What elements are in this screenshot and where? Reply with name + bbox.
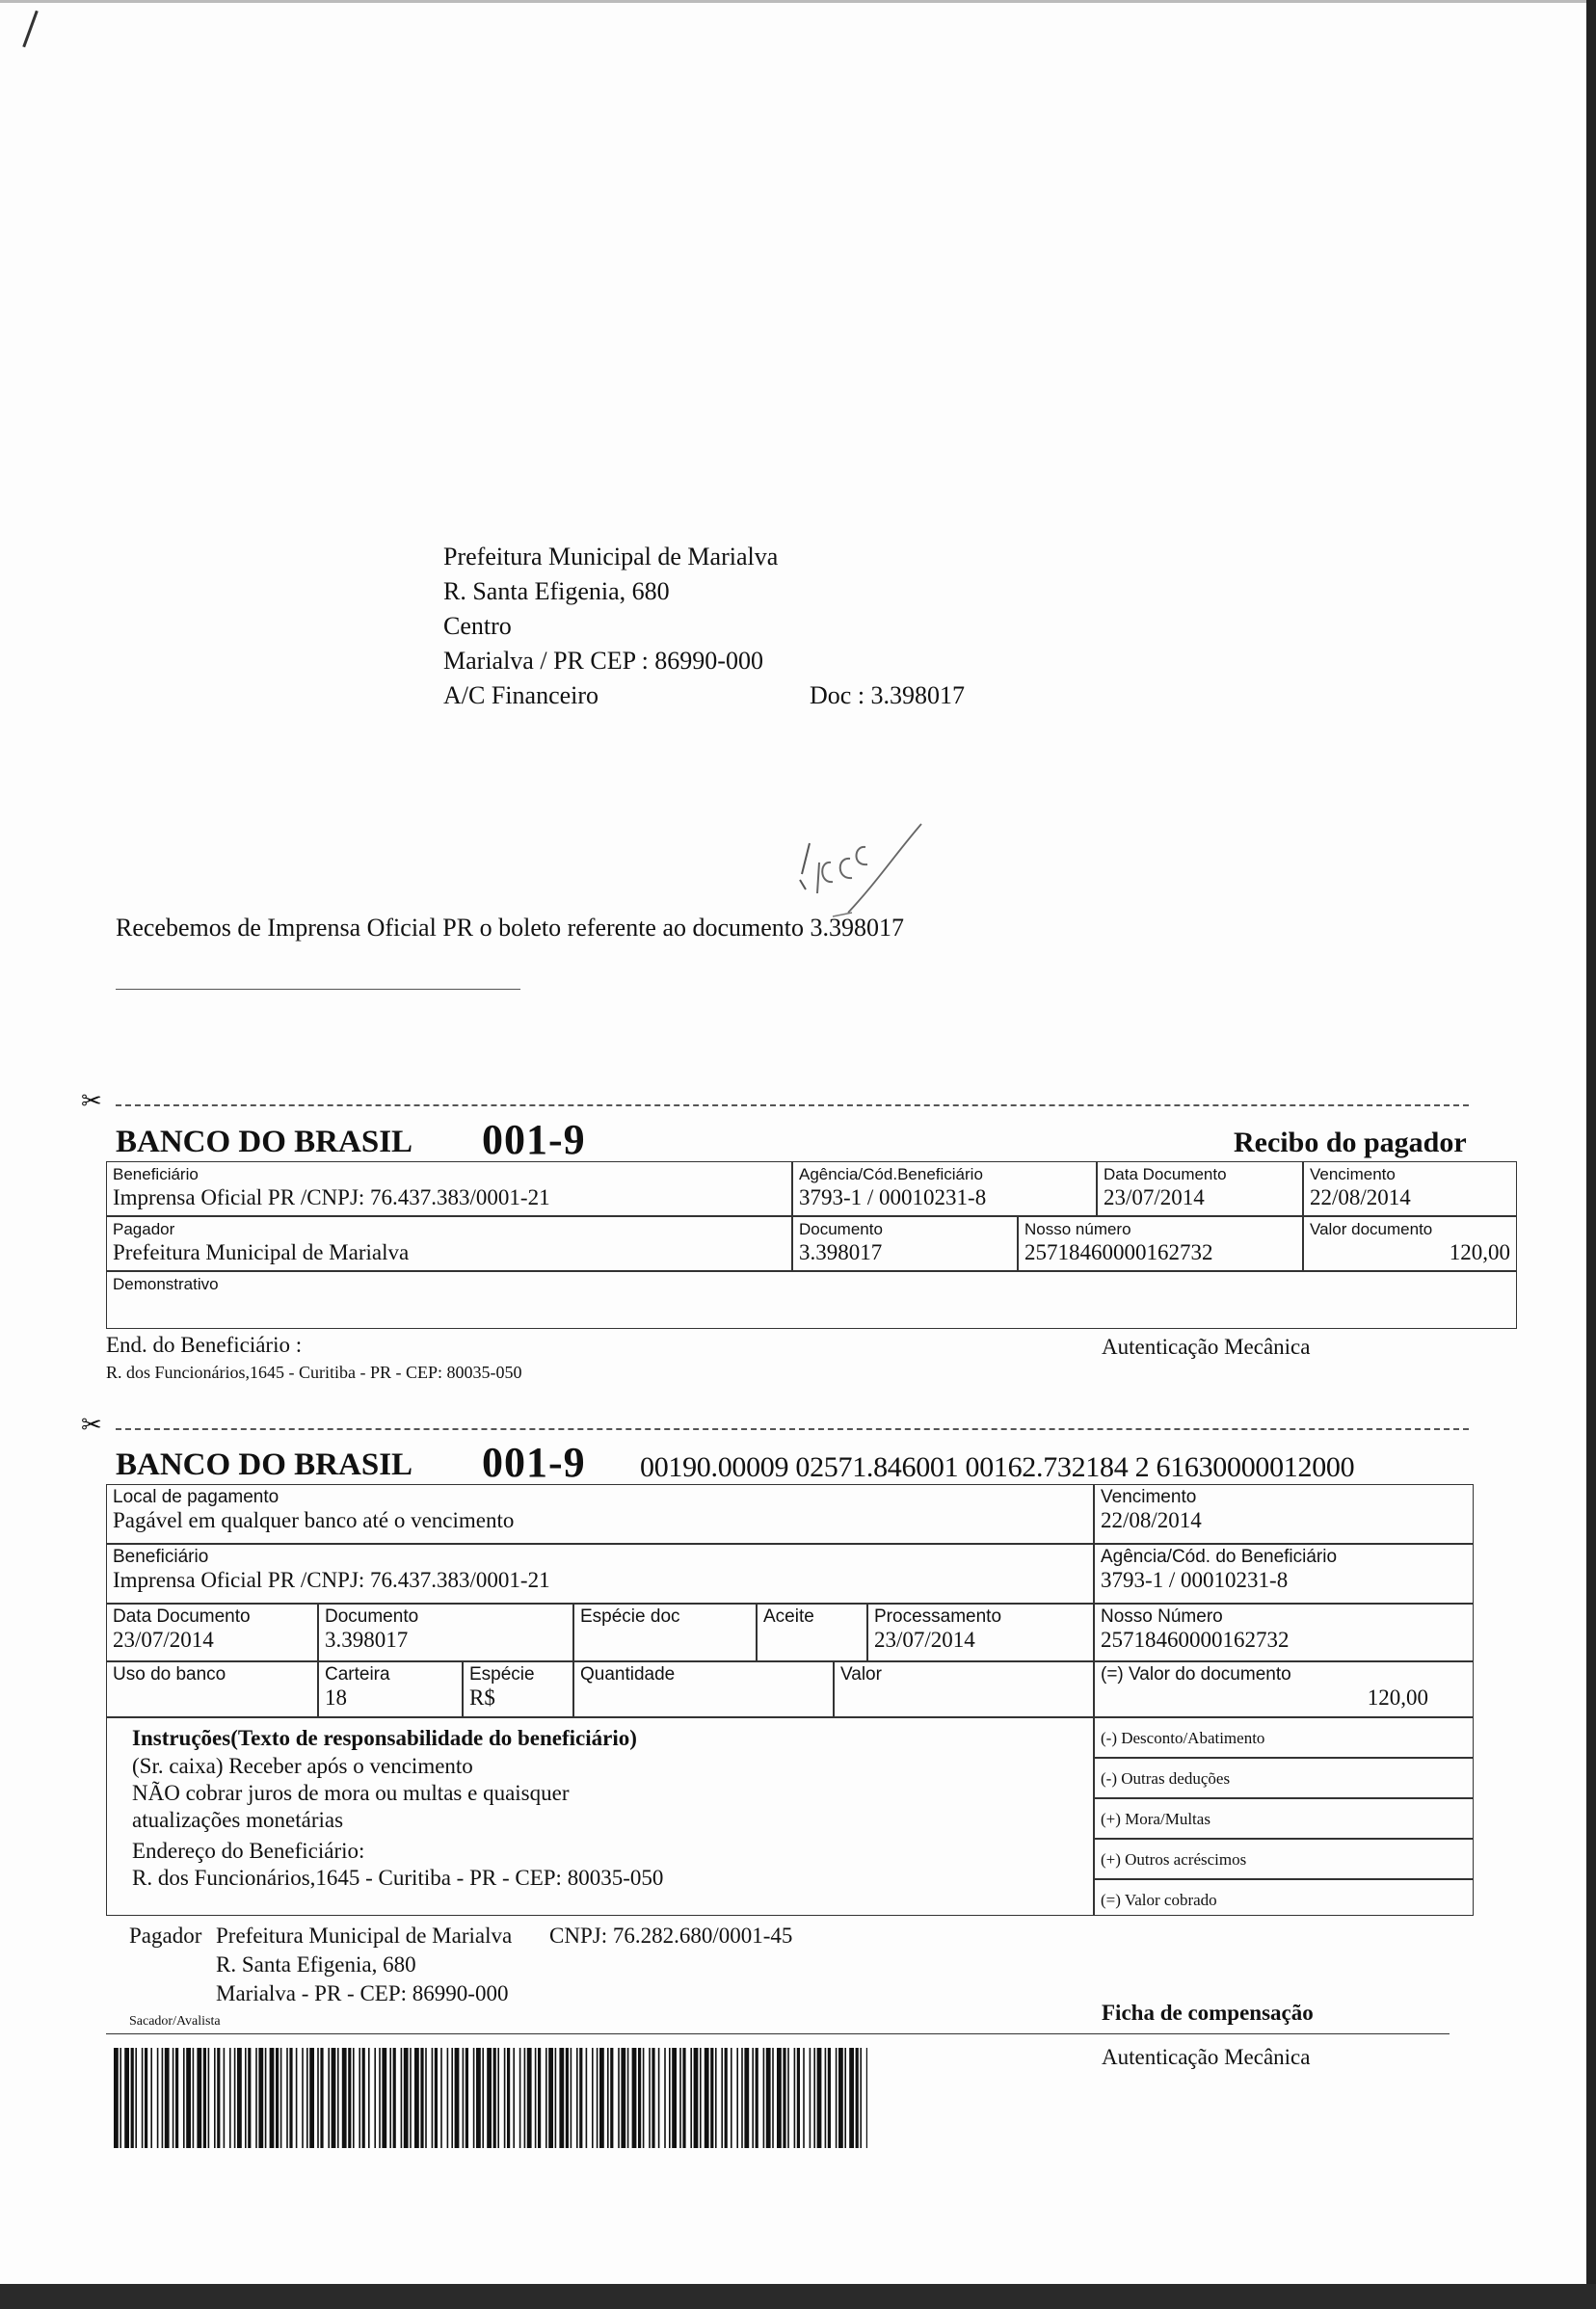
handwritten-rubric (790, 805, 925, 920)
slip-documento-cell (318, 1604, 573, 1661)
field-value: Prefeitura Municipal de Marialva (113, 1240, 410, 1264)
field-label: Beneficiário (113, 1165, 199, 1183)
slip-nosso-numero-cell (1094, 1604, 1474, 1661)
field-label: Espécie (469, 1664, 535, 1685)
digitable-line: 00190.00009 02571.846001 00162.732184 2 61630000012000 (640, 1451, 1355, 1483)
field-value: 25718460000162732 (1101, 1628, 1290, 1652)
address-line: Marialva / PR CEP : 86990-000 (443, 647, 763, 675)
slip-pagador-block (216, 1922, 512, 2008)
field-value: 3793-1 / 00010231-8 (799, 1185, 987, 1209)
beneficiary-address: R. dos Funcionários,1645 - Curitiba - PR - CEP: 80035-050 (106, 1363, 522, 1382)
signature-line (116, 989, 520, 990)
field-label: (+) Outros acréscimos (1101, 1850, 1247, 1869)
slip-valor-cobrado-cell (1094, 1879, 1474, 1916)
field-value: R$ (469, 1685, 495, 1710)
field-label: Valor documento (1310, 1220, 1433, 1238)
field-label: Documento (799, 1220, 883, 1238)
bank-name: BANCO DO BRASIL (116, 1447, 413, 1482)
field-label: (+) Mora/Multas (1101, 1810, 1210, 1828)
receipt-documento-cell (792, 1216, 1018, 1271)
field-label: Documento (325, 1606, 419, 1627)
slip-mora-multas-cell (1094, 1798, 1474, 1839)
field-label: Espécie doc (580, 1606, 680, 1627)
slip-pagador-cnpj: CNPJ: 76.282.680/0001-45 (549, 1924, 793, 1948)
received-statement: Recebemos de Imprensa Oficial PR o boleto referente ao documento 3.398017 (116, 914, 905, 942)
field-value: 22/08/2014 (1101, 1508, 1202, 1532)
slip-especie-doc-cell (573, 1604, 757, 1661)
field-label: Data Documento (113, 1606, 251, 1627)
receipt-pagador-cell (106, 1216, 792, 1271)
field-label: Vencimento (1101, 1487, 1197, 1507)
slip-especie-cell (463, 1661, 573, 1717)
field-value: 120,00 (1449, 1240, 1510, 1264)
scan-speck (22, 11, 38, 48)
receipt-nosso-numero-cell (1018, 1216, 1303, 1271)
scissors-icon: ✂ (81, 1411, 102, 1440)
field-label: Data Documento (1104, 1165, 1227, 1183)
receipt-data-documento-cell (1097, 1161, 1303, 1216)
instruction-line: Endereço do Beneficiário: (132, 1839, 365, 1863)
field-label: Beneficiário (113, 1547, 209, 1567)
field-label: Local de pagamento (113, 1487, 279, 1507)
field-label: Demonstrativo (113, 1275, 219, 1293)
slip-processamento-cell (867, 1604, 1094, 1661)
instructions-title: Instruções(Texto de responsabilidade do beneficiário) (132, 1726, 637, 1750)
sender-address (443, 540, 778, 678)
sacador-label: Sacador/Avalista (129, 2014, 221, 2029)
address-line: Centro (443, 612, 512, 640)
field-label: Aceite (763, 1606, 814, 1627)
receipt-agencia-cell (792, 1161, 1097, 1216)
scan-bottom-edge (0, 2284, 1596, 2309)
field-value: Imprensa Oficial PR /CNPJ: 76.437.383/0001-21 (113, 1568, 550, 1592)
field-value: 3793-1 / 00010231-8 (1101, 1568, 1289, 1592)
receipt-demonstrativo-cell (106, 1271, 1517, 1329)
field-label: Agência/Cód.Beneficiário (799, 1165, 983, 1183)
instruction-line: atualizações monetárias (132, 1808, 344, 1832)
field-label: Carteira (325, 1664, 390, 1685)
field-value: 120,00 (1367, 1685, 1428, 1710)
field-label: Quantidade (580, 1664, 676, 1685)
field-value: 23/07/2014 (874, 1628, 975, 1652)
field-value: 18 (325, 1685, 347, 1710)
scissors-icon: ✂ (81, 1087, 102, 1116)
instruction-line: (Sr. caixa) Receber após o vencimento (132, 1754, 473, 1778)
slip-beneficiario-cell (106, 1544, 1094, 1604)
slip-pagador-label: Pagador (129, 1924, 202, 1948)
beneficiary-address-label: End. do Beneficiário : (106, 1333, 303, 1357)
slip-aceite-cell (757, 1604, 867, 1661)
address-line: Prefeitura Municipal de Marialva (443, 543, 779, 571)
scan-right-edge (1586, 0, 1596, 2309)
field-value: 25718460000162732 (1024, 1240, 1213, 1264)
field-label: Pagador (113, 1220, 175, 1238)
bank-code: 001-9 (482, 1439, 586, 1486)
slip-uso-banco-cell (106, 1661, 318, 1717)
bank-name: BANCO DO BRASIL (116, 1125, 413, 1159)
field-label: Nosso Número (1101, 1606, 1223, 1627)
field-label: Valor (840, 1664, 882, 1685)
field-value: 3.398017 (325, 1628, 409, 1652)
slip-carteira-cell (318, 1661, 463, 1717)
field-label: Agência/Cód. do Beneficiário (1101, 1547, 1338, 1567)
field-label: Processamento (874, 1606, 1002, 1627)
separator-line (106, 2033, 1450, 2034)
field-value: 23/07/2014 (1104, 1185, 1205, 1209)
pagador-line: Prefeitura Municipal de Marialva (216, 1924, 513, 1948)
slip-valor-cell (834, 1661, 1094, 1717)
field-value: 22/08/2014 (1310, 1185, 1411, 1209)
slip-local-pagamento-cell (106, 1484, 1094, 1544)
bank-code: 001-9 (482, 1116, 586, 1163)
mechanical-authentication: Autenticação Mecânica (1102, 2045, 1311, 2069)
receipt-beneficiario-cell (106, 1161, 792, 1216)
field-value: Pagável em qualquer banco até o vencimento (113, 1508, 515, 1532)
field-label: Vencimento (1310, 1165, 1396, 1183)
mechanical-authentication: Autenticação Mecânica (1102, 1335, 1311, 1359)
field-value: Imprensa Oficial PR /CNPJ: 76.437.383/0001-21 (113, 1185, 550, 1209)
receipt-vencimento-cell (1303, 1161, 1517, 1216)
slip-agencia-cell (1094, 1544, 1474, 1604)
pagador-line: R. Santa Efigenia, 680 (216, 1952, 416, 1977)
doc-number: Doc : 3.398017 (810, 681, 966, 709)
cut-line (81, 1411, 1469, 1442)
attention-line: A/C Financeiro (443, 681, 599, 709)
field-label: (-) Desconto/Abatimento (1101, 1729, 1265, 1747)
address-line: R. Santa Efigenia, 680 (443, 577, 670, 605)
receipt-title: Recibo do pagador (1234, 1127, 1467, 1158)
scan-top-edge (0, 0, 1596, 3)
slip-data-documento-cell (106, 1604, 318, 1661)
slip-instructions-cell (106, 1717, 1094, 1916)
ficha-compensacao: Ficha de compensação (1102, 2001, 1314, 2025)
field-label: (-) Outras deduções (1101, 1769, 1231, 1788)
field-label: Nosso número (1024, 1220, 1131, 1238)
slip-outros-acrescimos-cell (1094, 1839, 1474, 1879)
slip-vencimento-cell (1094, 1484, 1474, 1544)
slip-quantidade-cell (573, 1661, 834, 1717)
instruction-line: R. dos Funcionários,1645 - Curitiba - PR - CEP: 80035-050 (132, 1866, 664, 1890)
field-label: Uso do banco (113, 1664, 226, 1685)
instruction-line: NÃO cobrar juros de mora ou multas e quaisquer (132, 1781, 570, 1805)
cut-line (81, 1087, 1469, 1118)
receipt-valor-cell (1303, 1216, 1517, 1271)
field-label: (=) Valor cobrado (1101, 1891, 1217, 1909)
field-label: (=) Valor do documento (1101, 1664, 1291, 1685)
barcode-image (114, 2048, 867, 2148)
field-value: 23/07/2014 (113, 1628, 214, 1652)
pagador-line: Marialva - PR - CEP: 86990-000 (216, 1981, 509, 2005)
slip-outras-deducoes-cell (1094, 1758, 1474, 1798)
slip-desconto-cell (1094, 1717, 1474, 1758)
slip-valor-documento-cell (1094, 1661, 1474, 1717)
field-value: 3.398017 (799, 1240, 883, 1264)
